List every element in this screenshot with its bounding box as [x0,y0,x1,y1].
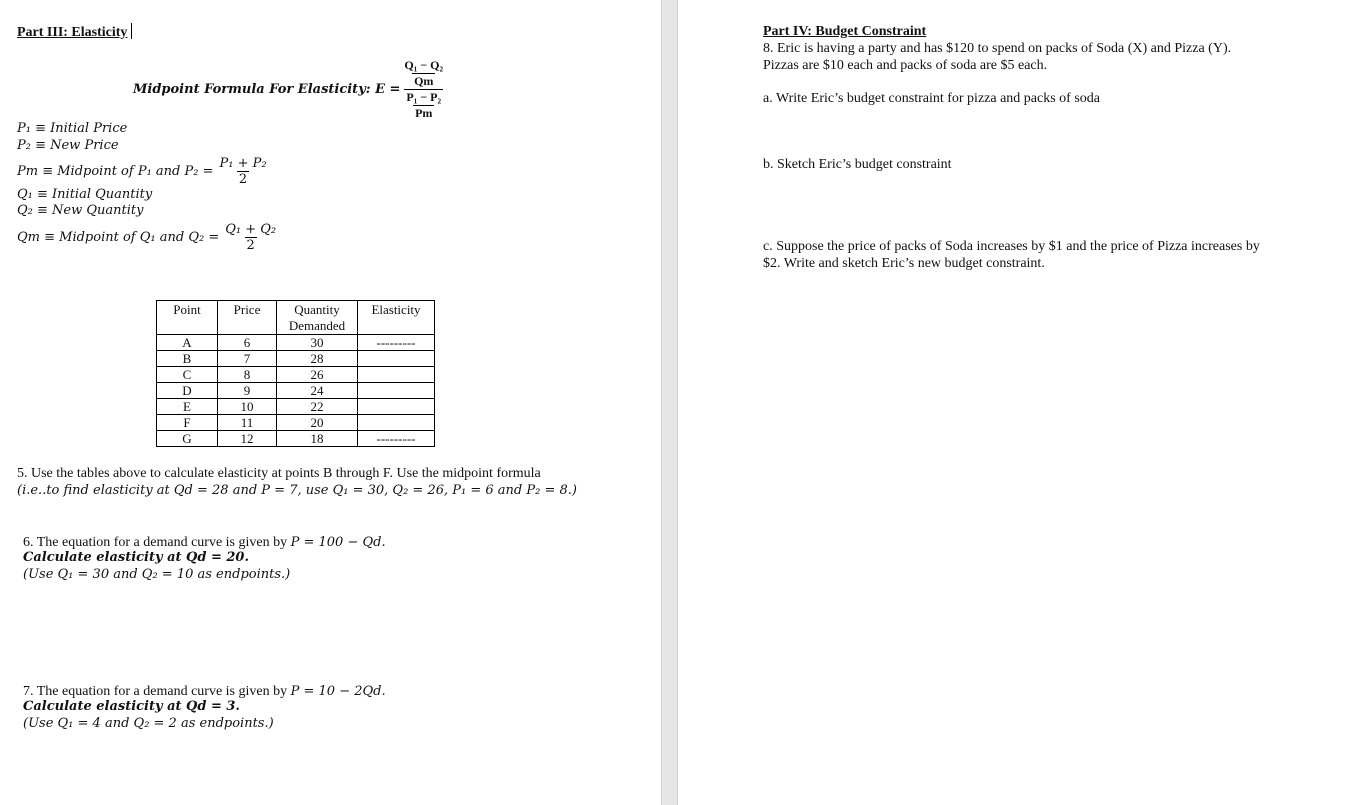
cell-quantity: 24 [277,383,358,399]
cell-point: F [157,415,218,431]
col-header-price: Price [218,301,277,335]
q6-line3: (Use Q₁ = 30 and Q₂ = 10 as endpoints.) [23,567,291,582]
cell-point: G [157,431,218,447]
cell-point: D [157,383,218,399]
formula-label: Midpoint Formula For Elasticity: E = [133,81,401,97]
q8-part-a: a. Write Eric’s budget constraint for pizza and packs of soda [763,91,1101,106]
text-cursor [131,23,132,39]
cell-elasticity [358,383,435,399]
def-q1: Q₁ ≡ Initial Quantity [17,187,153,202]
q7-line1 [23,682,386,700]
cell-price: 12 [218,431,277,447]
formula-top-denominator: Qm [414,73,434,88]
cell-quantity: 26 [277,367,358,383]
def-qm-denominator: 2 [246,237,255,253]
cell-elasticity [358,367,435,383]
def-p1: P₁ ≡ Initial Price [17,121,128,136]
q8-part-b: b. Sketch Eric’s budget constraint [763,157,952,172]
q8-part-c-line1: c. Suppose the price of packs of Soda increases by $1 and the price of Pizza increases by [763,239,1260,254]
def-pm-fraction [217,156,268,187]
left-page [0,0,661,805]
cell-point: B [157,351,218,367]
def-qm [17,219,278,255]
col-header-quantity: Quantity Demanded [277,301,358,335]
table-row [157,431,435,447]
midpoint-formula [133,54,443,124]
def-p2: P₂ ≡ New Price [17,138,119,153]
q5-line2: (i.e..to find elasticity at Qd = 28 and P = 7, use Q₁ = 30, Q₂ = 26, P₁ = 6 and P₂ = 8.) [17,483,577,498]
cell-elasticity [358,399,435,415]
elasticity-table [156,300,435,447]
formula-top-numerator: Q₁ − Q₂ [404,57,444,72]
cell-price: 10 [218,399,277,415]
cell-point: C [157,367,218,383]
q7-equation: P = 10 − 2Qd. [290,684,386,699]
def-pm-numerator: P₁ + P₂ [219,155,267,171]
right-page [678,0,1358,805]
q5-line1: 5. Use the tables above to calculate elasticity at points B through F. Use the midpoint formula [17,466,541,481]
col-header-elasticity: Elasticity [358,301,435,335]
def-pm-denominator: 2 [238,171,248,187]
formula-bottom-denominator: Pm [415,105,433,120]
q6-line1-text: 6. The equation for a demand curve is given by [23,535,291,550]
table-row [157,335,435,351]
q8-part-c-line2: $2. Write and sketch Eric’s new budget constraint. [763,256,1045,271]
q8-line2: Pizzas are $10 each and packs of soda are $5 each. [763,58,1048,73]
cell-price: 9 [218,383,277,399]
page-gutter [661,0,678,805]
cell-elasticity: --------- [358,431,435,447]
cell-quantity: 18 [277,431,358,447]
def-pm [17,153,269,189]
table-row [157,399,435,415]
table-header-row [157,301,435,335]
cell-quantity: 20 [277,415,358,431]
cell-price: 11 [218,415,277,431]
cell-elasticity [358,415,435,431]
q6-equation: P = 100 − Qd. [290,535,386,550]
def-pm-label: Pm ≡ Midpoint of P₁ and P₂ = [17,163,214,179]
table-row [157,367,435,383]
table-row [157,415,435,431]
formula-bottom-numerator: P₁ − P₂ [406,89,442,104]
formula-fraction [404,58,443,121]
cell-price: 8 [218,367,277,383]
cell-quantity: 28 [277,351,358,367]
cell-point: E [157,399,218,415]
table-row [157,351,435,367]
q6-line1 [23,533,386,551]
cell-price: 7 [218,351,277,367]
q7-line2: Calculate elasticity at Qd = 3. [23,699,240,714]
q8-line1: 8. Eric is having a party and has $120 to spend on packs of Soda (X) and Pizza (Y). [763,41,1232,56]
cell-point: A [157,335,218,351]
part-iii-heading-text: Part III: Elasticity [17,25,128,40]
def-qm-numerator: Q₁ + Q₂ [225,221,277,237]
def-qm-fraction [223,222,278,253]
cell-elasticity: --------- [358,335,435,351]
q6-line2: Calculate elasticity at Qd = 20. [23,550,250,565]
cell-quantity: 30 [277,335,358,351]
def-q2: Q₂ ≡ New Quantity [17,203,144,218]
cell-price: 6 [218,335,277,351]
def-qm-label: Qm ≡ Midpoint of Q₁ and Q₂ = [17,229,220,245]
cell-elasticity [358,351,435,367]
table-row [157,383,435,399]
q7-line1-text: 7. The equation for a demand curve is given by [23,684,291,699]
cell-quantity: 22 [277,399,358,415]
part-iv-heading: Part IV: Budget Constraint [763,24,927,39]
q7-line3: (Use Q₁ = 4 and Q₂ = 2 as endpoints.) [23,716,274,731]
col-header-point: Point [157,301,218,335]
part-iii-heading [17,23,132,41]
